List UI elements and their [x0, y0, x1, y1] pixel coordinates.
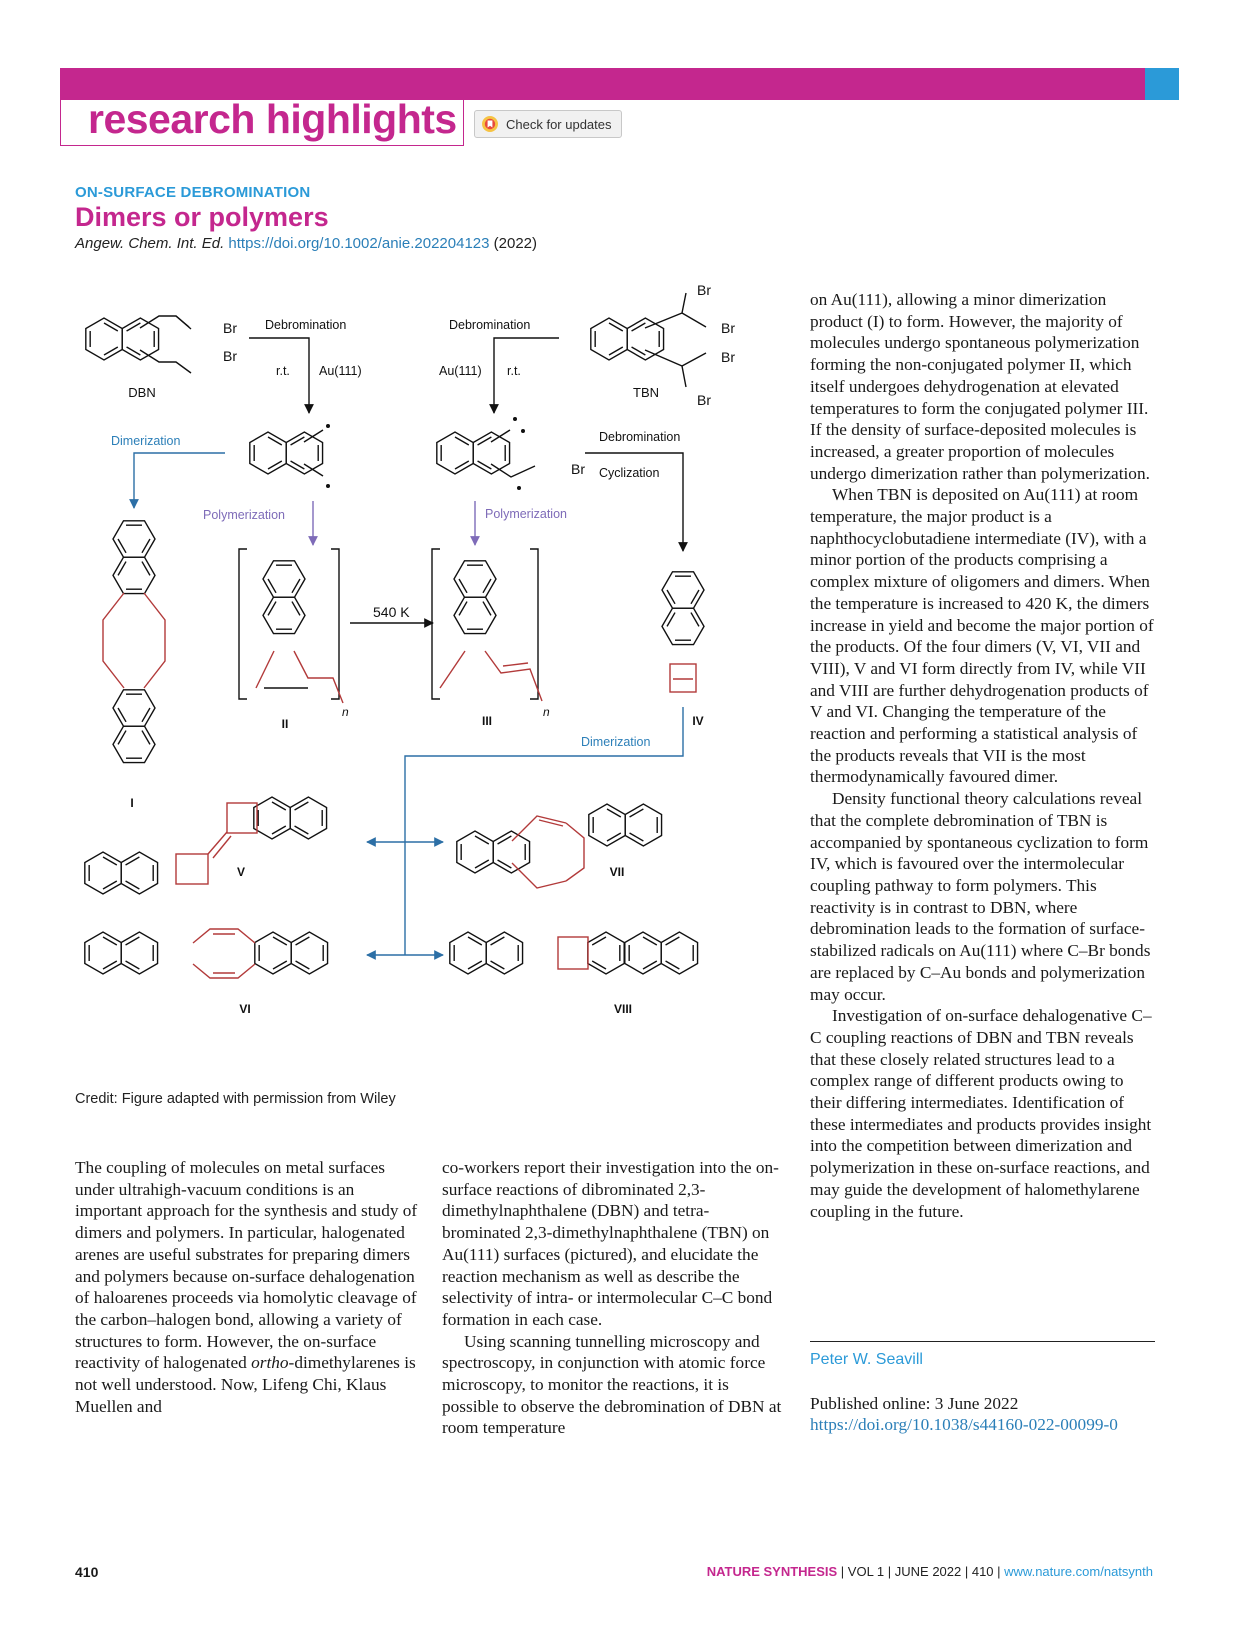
label-tbn: TBN	[633, 385, 659, 400]
aromatic-ring	[255, 932, 291, 974]
polymer-bond	[256, 651, 274, 688]
byline-divider	[810, 1341, 1155, 1342]
pentalene-bond	[566, 823, 584, 881]
label-dimerization-2: Dimerization	[581, 735, 651, 749]
label-compound-iv: IV	[692, 714, 704, 728]
aromatic-ring	[486, 932, 522, 974]
radical-dot	[326, 484, 330, 488]
footer-url[interactable]: www.nature.com/natsynth	[1004, 1564, 1153, 1579]
aromatic-ring	[661, 932, 697, 974]
aromatic-ring	[121, 932, 157, 974]
paragraph: on Au(111), allowing a minor dimerization product (I) to form. However, the majority of molecules undergo spontaneous polymerization forming the non-conjugated polymer II, which itself undergoes dehydrogenation at elevated temperatures to form the conjugated polymer III. If the density of surface-deposited molecules is increased, a greater proportion of molecules undergo dimerization rather than polymerization.	[810, 290, 1150, 483]
aromatic-ring	[291, 932, 327, 974]
double-bond	[503, 663, 528, 666]
aromatic-ring	[263, 561, 305, 597]
author-name: Peter W. Seavill	[810, 1351, 923, 1368]
paragraph: When TBN is deposited on Au(111) at room temperature, the major product is a naphthocyclobutadiene intermediate (IV), with a minor portion of the products comprising a complex mixture of oligomers and dimers. When the temperature is increased to 420 K, the dimers increase in yield and become the major portion of the products. Of the four dimers (V, VI, VII and VIII), V and VI form directly from IV, while VII and VIII are further dehydrogenation products of V and VI. Changing the temperature of the reaction and performing a statistical analysis of the products reveals that VII is the most thermodynamically favoured dimer.	[810, 485, 1154, 787]
doi-link[interactable]: https://doi.org/10.1002/anie.202204123	[228, 235, 490, 252]
aromatic-ring	[85, 852, 121, 894]
label-rt-2: r.t.	[507, 364, 521, 378]
aromatic-ring	[290, 797, 326, 839]
article-kicker: ON-SURFACE DEBROMINATION	[75, 184, 311, 201]
label-br-6: Br	[697, 392, 711, 408]
chbr2-bond	[645, 293, 686, 328]
cyclobutene-ring	[176, 854, 208, 884]
polymer-bond	[440, 651, 465, 688]
radical-dot	[517, 486, 521, 490]
label-compound-iii: III	[481, 714, 493, 728]
radical-dot	[521, 429, 525, 433]
aromatic-ring	[457, 831, 493, 873]
cyclobutane-ring	[558, 937, 588, 969]
aromatic-ring	[454, 597, 496, 633]
radical-dot	[326, 424, 330, 428]
article-doi-link[interactable]: https://doi.org/10.1038/s44160-022-00099-0	[810, 1415, 1118, 1434]
aromatic-ring	[588, 932, 624, 974]
aromatic-ring	[454, 561, 496, 597]
label-compound-vii: VII	[609, 865, 625, 879]
paragraph: Using scanning tunnelling microscopy and spectroscopy, in conjunction with atomic force microscopy, to monitor the reactions, it is possible to observe the debromination of DBN at room temperature	[442, 1331, 782, 1438]
radical-dot	[513, 417, 517, 421]
aromatic-ring	[450, 932, 486, 974]
published-date: Published online: 3 June 2022	[810, 1394, 1019, 1413]
label-dbn: DBN	[128, 385, 156, 400]
cyclooctane-ring	[144, 593, 165, 688]
check-for-updates-button[interactable]	[474, 110, 622, 138]
page-footer	[707, 1564, 1153, 1579]
cyclooctatetraene-ring	[193, 929, 255, 943]
aromatic-ring	[113, 726, 155, 762]
aromatic-ring	[493, 831, 529, 873]
label-debromination-3: Debromination	[599, 430, 681, 444]
pentalene-bond	[512, 816, 566, 841]
journal-name: Angew. Chem. Int. Ed.	[75, 235, 225, 252]
pentalene-bond	[512, 863, 566, 888]
aromatic-ring	[250, 432, 286, 474]
polymer-bracket	[239, 549, 339, 699]
page-number: 410	[75, 1564, 99, 1580]
aromatic-ring	[113, 557, 155, 593]
aromatic-ring	[662, 608, 704, 644]
aromatic-ring	[263, 597, 305, 633]
check-for-updates-label: Check for updates	[506, 116, 612, 132]
paragraph	[75, 1157, 420, 1417]
label-br-7: Br	[571, 461, 585, 477]
aromatic-ring	[286, 432, 322, 474]
italic-text: ortho-	[251, 1353, 295, 1373]
exocyclic-bond	[213, 836, 231, 858]
label-compound-vi: VI	[239, 1002, 251, 1016]
aromatic-ring	[627, 318, 663, 360]
label-br-1: Br	[223, 320, 237, 336]
body-column-2	[442, 1157, 787, 1439]
cyclooctatetraene-ring	[193, 964, 255, 978]
paragraph: Investigation of on-surface dehalogenative C–C coupling reactions of DBN and TBN reveals that these closely related structures lead to a complex range of different products owing to their differing intermediates. Identification of these intermediates and products provides insight into the competition between dimerization and polymerization in these on-surface reactions, and may guide the development of halomethylarene coupling in the future.	[810, 1006, 1152, 1221]
aromatic-ring	[473, 432, 509, 474]
polymer-bond	[294, 651, 343, 703]
label-au111-2: Au(111)	[439, 364, 482, 378]
body-column-3	[810, 289, 1155, 1222]
bond	[682, 313, 706, 327]
aromatic-ring	[625, 804, 661, 846]
reaction-arrow	[134, 453, 225, 508]
bond	[176, 316, 189, 327]
label-n-2: n	[543, 705, 550, 719]
paragraph: Density functional theory calculations reveal that the complete debromination of TBN is accompanied by spontaneous cyclization to form IV, which is favoured over the intermolecular coupling pathway to form polymers. This reactivity is in contrast to DBN, where debromination leads to the formation of surface-stabilized radicals on Au(111) where C–Br bonds are replaced by C–Au bonds and polymerization may occur.	[810, 789, 1151, 1004]
reaction-arrow	[494, 338, 559, 413]
bookmark-icon	[481, 115, 499, 133]
chbr2-bond	[645, 350, 686, 387]
label-br-3: Br	[697, 283, 711, 298]
ch2br-bond	[140, 350, 191, 373]
aromatic-ring	[122, 318, 158, 360]
aromatic-ring	[589, 804, 625, 846]
body-column-1	[75, 1157, 420, 1417]
label-compound-ii: II	[281, 717, 289, 731]
article-title: Dimers or polymers	[75, 202, 329, 232]
figure-credit: Credit: Figure adapted with permission from Wiley	[75, 1091, 396, 1107]
aromatic-ring	[625, 932, 661, 974]
label-polymerization-1: Polymerization	[203, 508, 285, 522]
label-cyclization: Cyclization	[599, 466, 660, 480]
article-citation	[75, 235, 537, 252]
label-br-2: Br	[223, 348, 237, 364]
label-polymerization-2: Polymerization	[485, 507, 567, 521]
polymer-bond	[485, 651, 542, 701]
aromatic-ring	[591, 318, 627, 360]
label-rt-1: r.t.	[276, 364, 290, 378]
paragraph-text: The coupling of molecules on metal surfaces under ultrahigh-vacuum conditions is an important approach for the synthesis and study of dimers and polymers. In particular, halogenated arenes are useful substrates for preparing dimers and polymers because on-surface dehalogenation of haloarenes proceeds via homolytic cleavage of the carbon–halogen bond, allowing a variety of structures to form. However, the on-surface reactivity of halogenated	[75, 1158, 418, 1373]
aromatic-ring	[113, 690, 155, 726]
aromatic-ring	[662, 572, 704, 608]
bond	[304, 430, 323, 442]
label-compound-v: V	[236, 865, 246, 879]
section-brand: research highlights	[88, 96, 457, 142]
label-au111-1: Au(111)	[319, 364, 362, 378]
bond	[682, 353, 706, 366]
citation-year: (2022)	[493, 235, 538, 252]
bond	[491, 430, 510, 442]
label-dimerization-1: Dimerization	[111, 434, 181, 448]
label-debromination-1: Debromination	[265, 318, 347, 332]
aromatic-ring	[437, 432, 473, 474]
label-br-5: Br	[721, 349, 735, 365]
paragraph: co-workers report their investigation into the on-surface reactions of dibrominated 2,3-dimethylnaphthalene (DBN) and tetra-brominated 2,3-dimethylnaphthalene (TBN) on Au(111) surfaces (pictured), and elucidate the reaction mechanism as well as describe the selectivity of intra- or intermolecular C–C bond formation in each case.	[442, 1158, 779, 1329]
footer-issue: | VOL 1 | JUNE 2022 | 410 |	[837, 1564, 1005, 1579]
paragraph-text: dimethylarenes is not well understood. Now, Lifeng Chi, Klaus Muellen and	[75, 1353, 416, 1416]
reaction-scheme-figure	[75, 283, 797, 1083]
label-540k: 540 K	[373, 604, 410, 620]
label-debromination-2: Debromination	[449, 318, 531, 332]
label-n-1: n	[342, 705, 349, 719]
cyclooctane-ring	[103, 593, 124, 688]
aromatic-ring	[254, 797, 290, 839]
exocyclic-bond	[208, 832, 227, 854]
aromatic-ring	[86, 318, 122, 360]
header-bar-accent	[1145, 68, 1179, 100]
label-compound-viii: VIII	[613, 1002, 633, 1016]
cyclobutene-ring	[227, 803, 257, 833]
aromatic-ring	[113, 521, 155, 557]
aromatic-ring	[85, 932, 121, 974]
aromatic-ring	[121, 852, 157, 894]
cyclobutadiene-ring	[670, 664, 696, 692]
footer-journal: NATURE SYNTHESIS	[706, 1564, 838, 1579]
bond	[304, 464, 323, 476]
label-br-4: Br	[721, 320, 735, 336]
label-compound-i: I	[130, 796, 134, 810]
